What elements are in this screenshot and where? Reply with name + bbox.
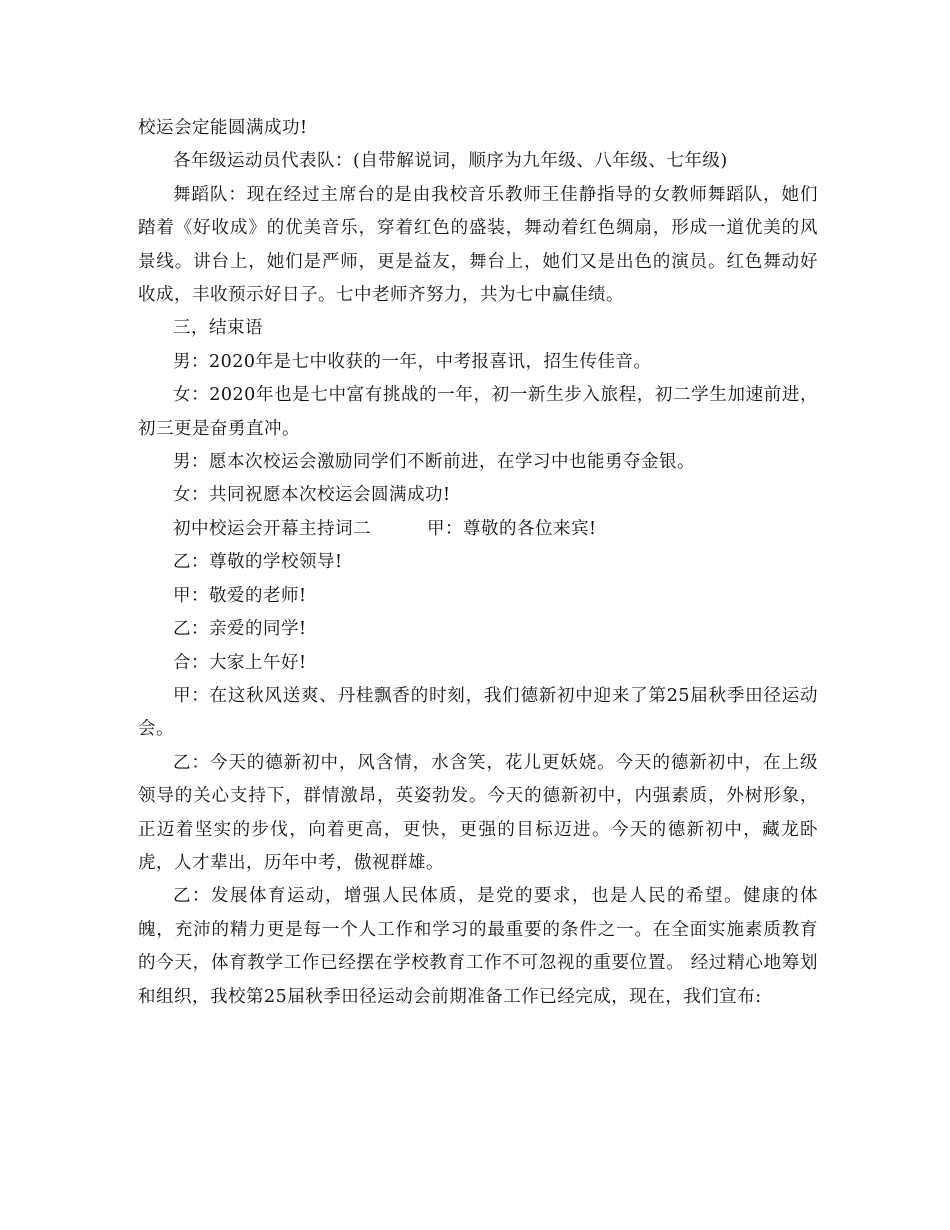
paragraph-8: 女：共同祝愿本次校运会圆满成功! xyxy=(173,485,451,506)
paragraph-6: 女：2020年也是七中富有挑战的一年，初一新生步入旅程，初二学生加速前进，初三更是奋勇直冲。 xyxy=(138,385,818,439)
document-page xyxy=(138,112,818,1014)
paragraph-11: 甲：敬爱的老师! xyxy=(173,585,307,606)
paragraph-16: 乙：发展体育运动，增强人民体质，是党的要求，也是人民的希望。健康的体魄，充沛的精力更是每一个人工作和学习的最重要的条件之一。在全面实施素质教育的今天，体育教学工作已经摆在学校教育工作不可忽视的重要位置。 经过精心地筹划和组织，我校第25届秋季田径运动会前期准备工作已经完成，现在，我们宣布: xyxy=(138,886,818,1007)
section-heading: 三，结束语 xyxy=(173,318,263,339)
greeting: 甲：尊敬的各位来宾! xyxy=(427,518,597,539)
paragraph-3: 舞蹈队：现在经过主席台的是由我校音乐教师王佳静指导的女教师舞蹈队，她们踏着《好收成》的优美音乐，穿着红色的盛装，舞动着红色绸扇，形成一道优美的风景线。讲台上，她们是严师，更是益友，舞台上，她们又是出色的演员。红色舞动好收成，丰收预示好日子。七中老师齐努力，共为七中赢佳绩。 xyxy=(138,184,818,306)
paragraph-2: 各年级运动员代表队：(自带解说词，顺序为九年级、八年级、七年级) xyxy=(173,151,728,172)
paragraph-9 xyxy=(138,513,818,546)
paragraph-14: 甲：在这秋风送爽、丹桂飘香的时刻，我们德新初中迎来了第25届秋季田径运动会。 xyxy=(138,685,818,740)
paragraph-10: 乙：尊敬的学校领导! xyxy=(173,552,343,573)
paragraph-15: 乙：今天的德新初中，风含情，水含笑，花儿更妖娆。今天的德新初中，在上级领导的关心支持下，群情激昂，英姿勃发。今天的德新初中，内强素质，外树形象，正迈着坚实的步伐，向着更高，更快，更强的目标迈进。今天的德新初中，藏龙卧虎，人才辈出，历年中考，傲视群雄。 xyxy=(138,752,818,873)
paragraph-7: 男：愿本次校运会激励同学们不断前进，在学习中也能勇夺金银。 xyxy=(173,452,695,473)
paragraph-5: 男：2020年是七中收获的一年，中考报喜讯，招生传佳音。 xyxy=(173,351,652,372)
paragraph-12: 乙：亲爱的同学! xyxy=(173,619,307,640)
paragraph-1: 校运会定能圆满成功! xyxy=(138,118,308,138)
paragraph-13: 合：大家上午好! xyxy=(173,652,307,673)
subtitle: 初中校运会开幕主持词二 xyxy=(173,518,371,539)
